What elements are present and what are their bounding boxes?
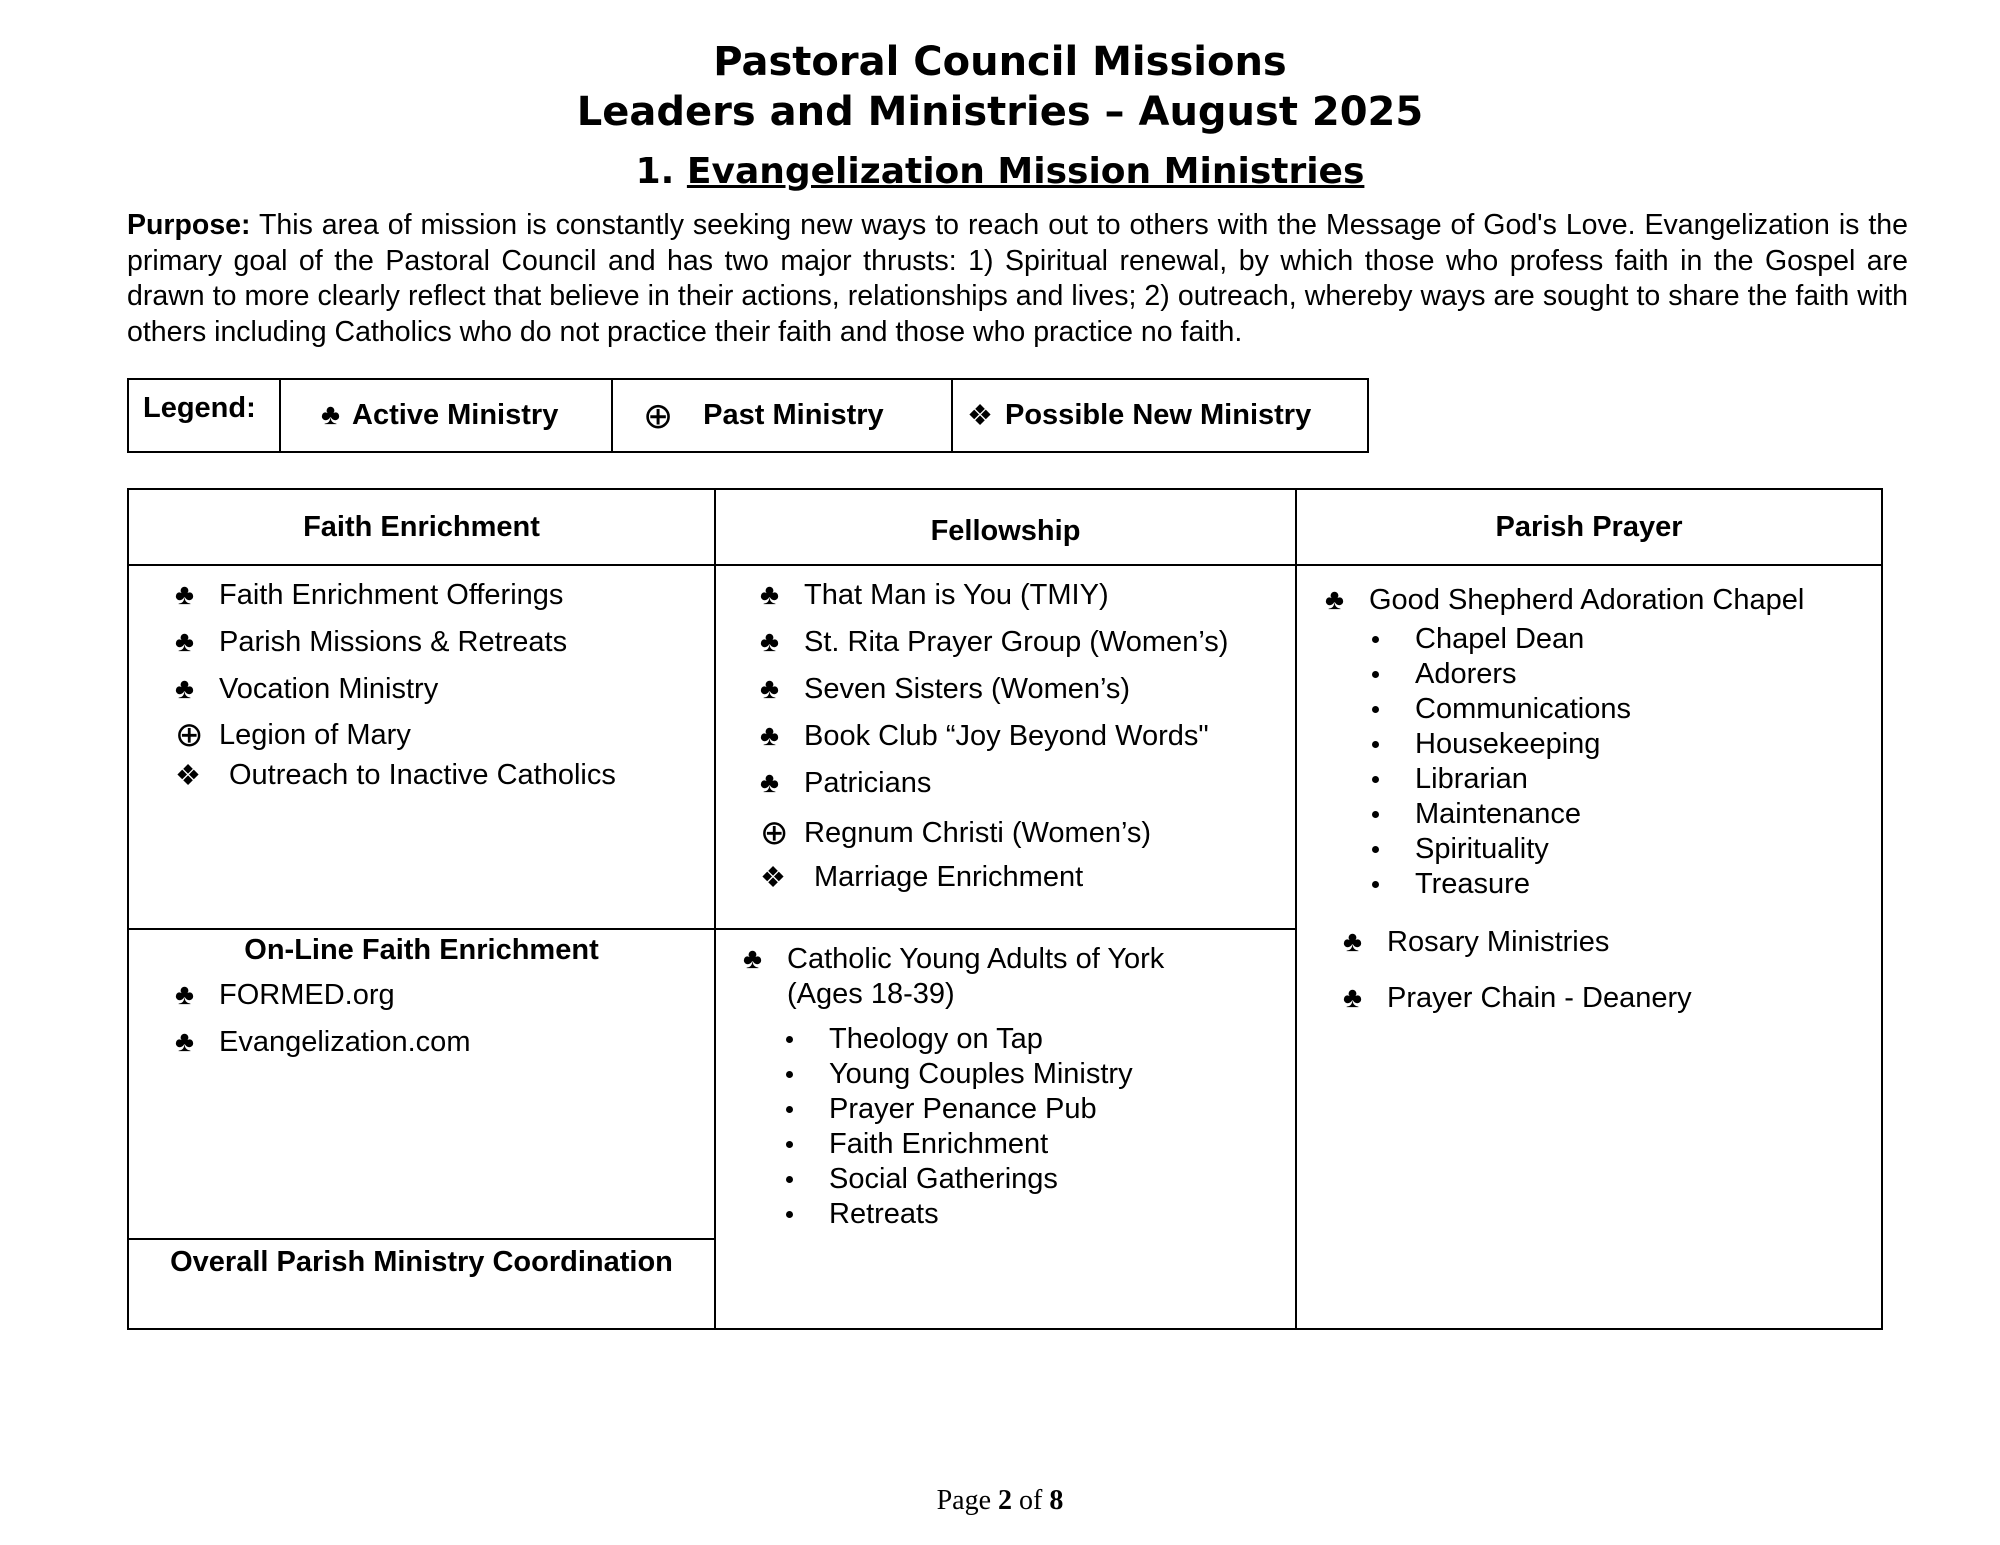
club-icon: ♣ (760, 720, 780, 752)
faith-enrichment-header: Faith Enrichment (303, 510, 540, 543)
list-item: ⊕ Legion of Mary (175, 716, 411, 754)
list-item: ❖ Outreach to Inactive Catholics (175, 758, 616, 792)
column-divider (1295, 490, 1297, 1328)
legend-past (613, 380, 953, 451)
online-faith-enrichment-header: On-Line Faith Enrichment (244, 934, 599, 966)
list-item: Chapel Dean (1369, 622, 1631, 657)
club-icon: ♣ (743, 943, 763, 975)
legend-new (953, 380, 1367, 451)
chapel-sublist (1369, 622, 1631, 902)
list-item: Spirituality (1369, 832, 1631, 867)
young-adults-block (743, 942, 1164, 1012)
online-faith-enrichment-list (175, 972, 470, 1066)
club-icon: ♣ (760, 579, 780, 611)
legend-past-label: Past Ministry (703, 399, 884, 431)
age-range-note: (Ages 18-39) (787, 978, 955, 1010)
section-heading (0, 150, 2000, 194)
list-item: Maintenance (1369, 797, 1631, 832)
faith-enrichment-list (175, 572, 616, 793)
club-icon: ♣ (175, 979, 195, 1011)
legend-box (127, 378, 1369, 453)
list-item: ❖ Marriage Enrichment (760, 860, 1084, 894)
young-adults-sublist (783, 1022, 1133, 1232)
list-item: Young Couples Ministry (783, 1057, 1133, 1092)
section-number: 1. (635, 151, 675, 192)
club-icon: ♣ (175, 579, 195, 611)
circled-plus-icon: ⊕ (175, 716, 204, 754)
fellowship-list (760, 572, 1228, 895)
list-item: ⊕ Regnum Christi (Women’s) (760, 814, 1152, 852)
list-item: Retreats (783, 1197, 1133, 1232)
list-item: ♣ That Man is You (TMIY) (760, 579, 1109, 611)
column-divider (714, 490, 716, 1328)
diamond-ornament-icon: ❖ (967, 400, 993, 432)
ministries-table (127, 488, 1883, 1330)
circled-plus-icon: ⊕ (643, 394, 674, 436)
club-icon: ♣ (760, 767, 780, 799)
parish-prayer-more (1343, 914, 1692, 1026)
club-icon: ♣ (760, 626, 780, 658)
parish-prayer-list (1325, 580, 1804, 620)
list-item: Housekeeping (1369, 727, 1631, 762)
list-item: ♣ Vocation Ministry (175, 673, 439, 705)
club-icon: ♣ (760, 673, 780, 705)
list-item: ♣ Evangelization.com (175, 1026, 471, 1058)
list-item: Adorers (1369, 657, 1631, 692)
club-icon: ♣ (1343, 981, 1363, 1014)
diamond-ornament-icon: ❖ (175, 759, 201, 792)
club-icon: ♣ (321, 399, 341, 431)
parish-prayer-header: Parish Prayer (1495, 510, 1683, 543)
coordination-header: Overall Parish Ministry Coordination (170, 1246, 673, 1278)
list-item: ♣ Catholic Young Adults of York (743, 943, 1165, 975)
club-icon: ♣ (1325, 583, 1345, 616)
purpose-label: Purpose: (127, 209, 251, 241)
fellowship-header: Fellowship (930, 514, 1081, 547)
document-title: Pastoral Council Missions (713, 39, 1287, 85)
list-item: Prayer Penance Pub (783, 1092, 1133, 1127)
club-icon: ♣ (1343, 925, 1363, 958)
page-number: Page 2 of 8 (936, 1485, 1064, 1516)
purpose-text: This area of mission is constantly seeking new ways to reach out to others with the Message of God's Love. Evangelization is the primary goal of the Pastoral Council and has two major thrusts: 1) Spiritual renewal, by which those who profess faith in the Gospel are drawn to more clearly reflect that believe in their actions, relationships and lives; 2) outreach, whereby ways are sought to share the faith with others including Catholics who do not practice their faith and those who practice no faith. (127, 209, 1909, 348)
list-item: Librarian (1369, 762, 1631, 797)
club-icon: ♣ (175, 1026, 195, 1058)
list-item: Faith Enrichment (783, 1127, 1133, 1162)
list-item: ♣ Patricians (760, 767, 932, 799)
list-item: ♣ Faith Enrichment Offerings (175, 579, 564, 611)
row-divider (129, 1238, 714, 1240)
list-item: ♣ Prayer Chain - Deanery (1343, 981, 1692, 1014)
legend-label: Legend: (129, 380, 281, 451)
club-icon: ♣ (175, 626, 195, 658)
list-item: Social Gatherings (783, 1162, 1133, 1197)
list-item: ♣ FORMED.org (175, 979, 395, 1011)
list-item: ♣ Good Shepherd Adoration Chapel (1325, 583, 1805, 616)
list-item: ♣ Rosary Ministries (1343, 925, 1610, 958)
circled-plus-icon: ⊕ (760, 814, 789, 852)
legend-active (281, 380, 613, 451)
document-subtitle: Leaders and Ministries – August 2025 (576, 89, 1424, 135)
list-item: Treasure (1369, 867, 1631, 902)
list-item: Communications (1369, 692, 1631, 727)
club-icon: ♣ (175, 673, 195, 705)
list-item: ♣ Parish Missions & Retreats (175, 626, 568, 658)
diamond-ornament-icon: ❖ (760, 861, 786, 894)
list-item: ♣ Seven Sisters (Women’s) (760, 673, 1131, 705)
legend-new-label: Possible New Ministry (1005, 399, 1312, 431)
legend-active-label: Active Ministry (352, 399, 559, 431)
purpose-paragraph (127, 208, 1908, 350)
section-title: Evangelization Mission Ministries (686, 151, 1365, 192)
list-item: Theology on Tap (783, 1022, 1133, 1057)
list-item: ♣ Book Club “Joy Beyond Words" (760, 720, 1209, 752)
list-item: ♣ St. Rita Prayer Group (Women’s) (760, 626, 1229, 658)
